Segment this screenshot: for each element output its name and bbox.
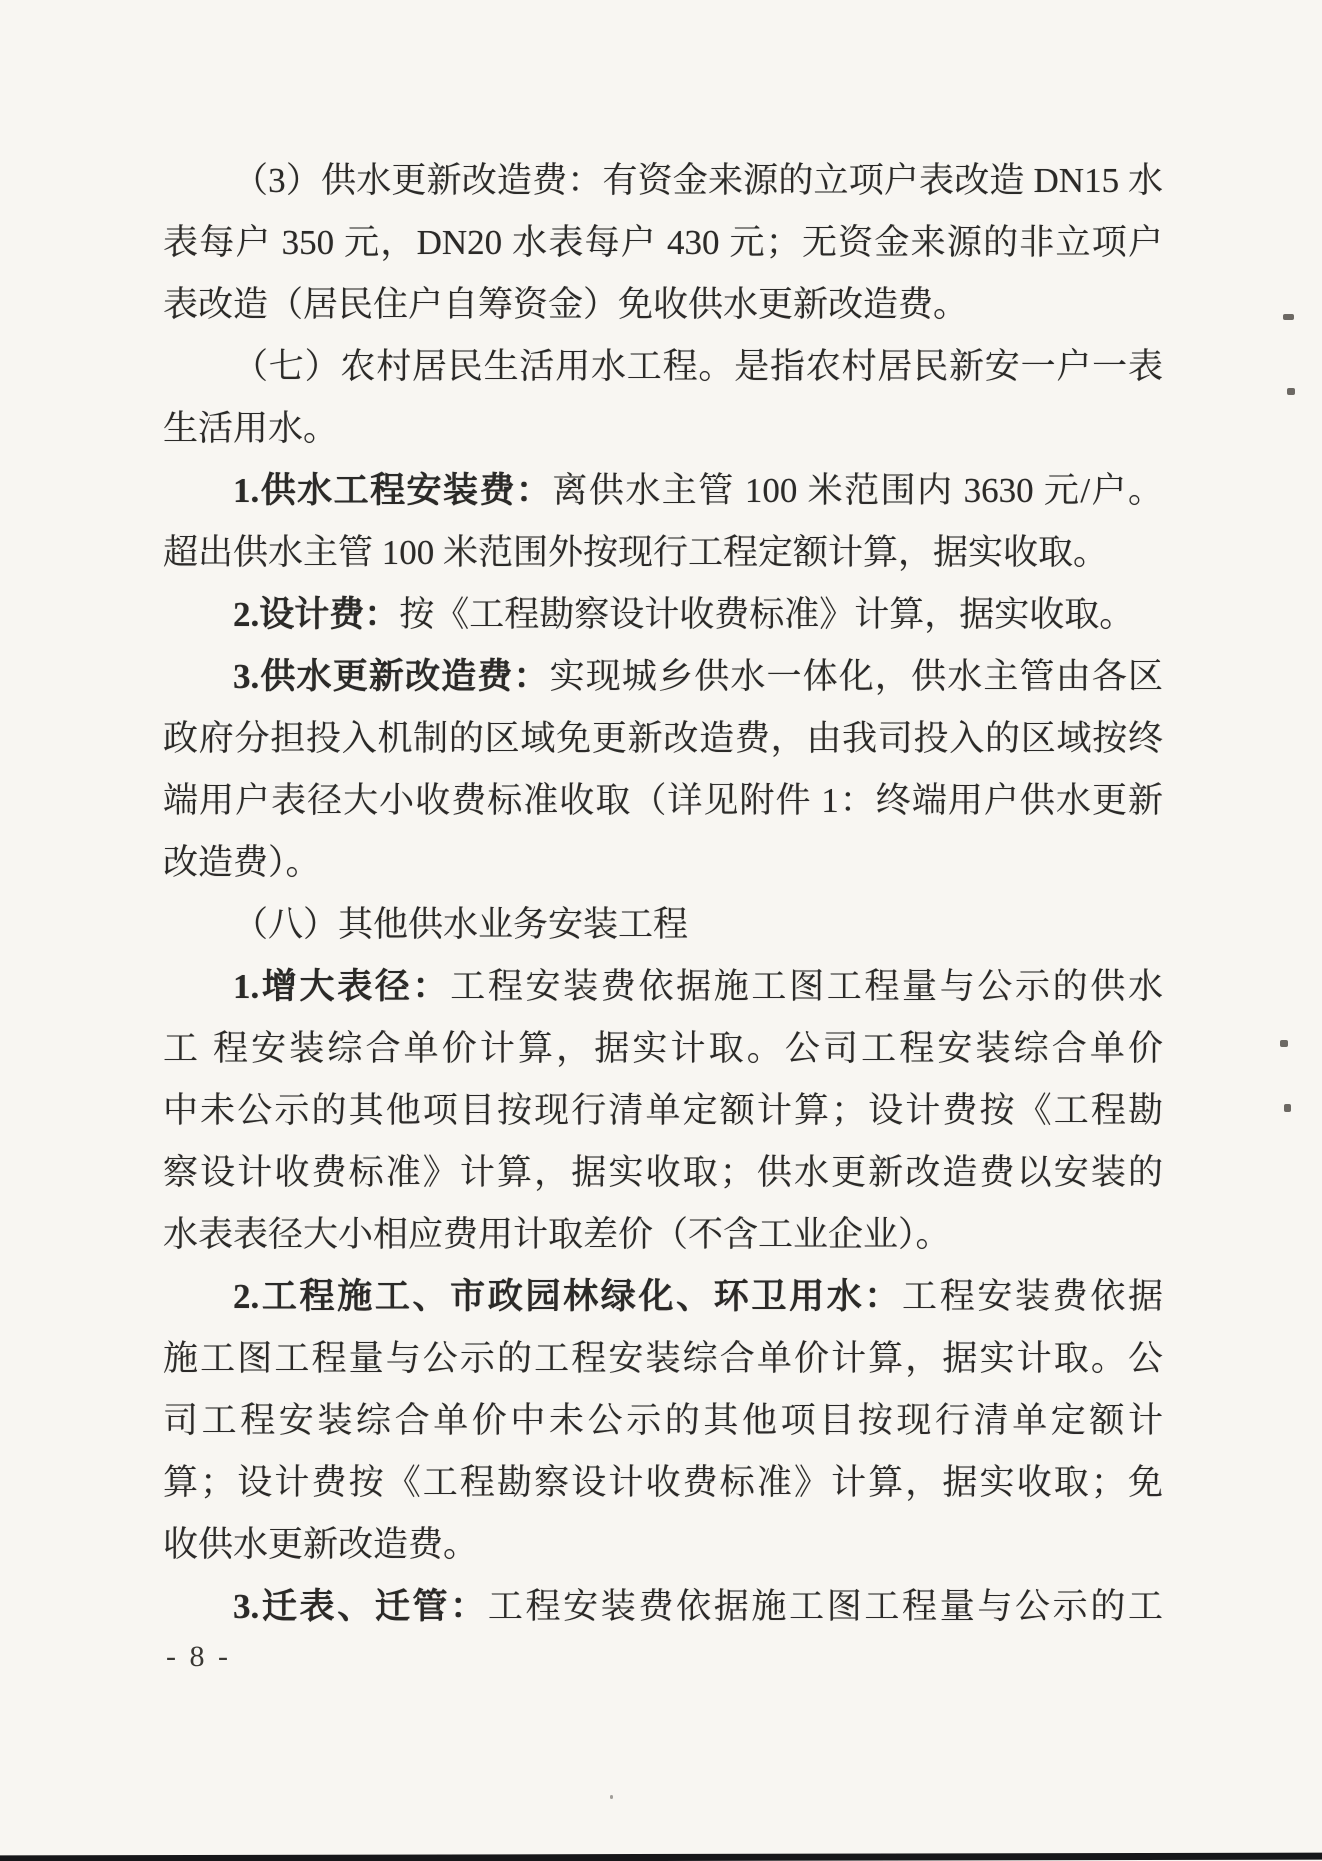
scan-speck xyxy=(1284,1104,1291,1112)
text-block xyxy=(163,150,1163,1638)
footer-page-number: - 8 - xyxy=(166,1640,231,1673)
paragraph xyxy=(163,1576,1163,1638)
text-line: 政府分担投入机制的区域免更新改造费，由我司投入的区域按终 xyxy=(163,719,1163,758)
paragraph xyxy=(163,894,1163,956)
text-line: 3.迁表、迁管：工程安装费依据施工图工程量与公示的工 xyxy=(233,1587,1163,1626)
text-line: 2.工程施工、市政园林绿化、环卫用水：工程安装费依据 xyxy=(233,1277,1163,1316)
paragraph-head: 2.设计费： xyxy=(233,595,400,634)
text-line: 收供水更新改造费。 xyxy=(163,1525,479,1564)
text-line: 超出供水主管 100 米范围外按现行工程定额计算，据实收取。 xyxy=(163,533,1109,572)
text-line: 1.供水工程安装费：离供水主管 100 米范围内 3630 元/户。 xyxy=(233,471,1163,510)
text-line: 中未公示的其他项目按现行清单定额计算；设计费按《工程勘 xyxy=(163,1091,1163,1130)
text-line: （七）农村居民生活用水工程。是指农村居民新安一户一表 xyxy=(233,347,1163,386)
paragraph-head: 3.迁表、迁管： xyxy=(233,1587,488,1626)
paragraph-head: 2.工程施工、市政园林绿化、环卫用水： xyxy=(233,1277,903,1316)
text-line: （八）其他供水业务安装工程 xyxy=(233,905,689,944)
text-line: 端用户表径大小收费标准收取（详见附件 1：终端用户供水更新 xyxy=(163,781,1163,820)
text-line: 水表表径大小相应费用计取差价（不含工业企业）。 xyxy=(163,1215,951,1254)
paragraph-head: 3.供水更新改造费： xyxy=(233,657,550,696)
scan-speck xyxy=(1283,314,1294,320)
paragraph-head: 1.增大表径： xyxy=(233,967,451,1006)
paragraph xyxy=(163,460,1163,584)
paragraph xyxy=(163,1266,1163,1576)
text-line: 工 程安装综合单价计算，据实计取。公司工程安装综合单价 xyxy=(163,1029,1163,1068)
text-line: 生活用水。 xyxy=(163,409,339,448)
text-line: 1.增大表径：工程安装费依据施工图工程量与公示的供水 xyxy=(233,967,1163,1006)
paragraph-head: 1.供水工程安装费： xyxy=(233,471,553,510)
text-line: 3.供水更新改造费：实现城乡供水一体化，供水主管由各区 xyxy=(233,657,1163,696)
paragraph xyxy=(163,584,1163,646)
scan-speck xyxy=(1287,388,1295,395)
paragraph xyxy=(163,646,1163,894)
paragraph xyxy=(163,956,1163,1266)
text-line: 2.设计费：按《工程勘察设计收费标准》计算，据实收取。 xyxy=(233,595,1135,634)
text-line: 司工程安装综合单价中未公示的其他项目按现行清单定额计 xyxy=(163,1401,1163,1440)
scan-speck xyxy=(1280,1040,1288,1047)
text-line: 察设计收费标准》计算，据实收取；供水更新改造费以安装的 xyxy=(163,1153,1163,1192)
scan-speck xyxy=(610,1795,613,1799)
text-line: 改造费）。 xyxy=(163,843,321,882)
scan-bottom-edge xyxy=(0,1853,1322,1861)
text-line: （3）供水更新改造费：有资金来源的立项户表改造 DN15 水 xyxy=(233,161,1163,200)
text-line: 表每户 350 元，DN20 水表每户 430 元；无资金来源的非立项户 xyxy=(163,223,1163,262)
paragraph xyxy=(163,150,1163,336)
text-line: 施工图工程量与公示的工程安装综合单价计算，据实计取。公 xyxy=(163,1339,1163,1378)
text-line: 表改造（居民住户自筹资金）免收供水更新改造费。 xyxy=(163,285,969,324)
paragraph xyxy=(163,336,1163,460)
text-line: 算；设计费按《工程勘察设计收费标准》计算，据实收取；免 xyxy=(163,1463,1163,1502)
